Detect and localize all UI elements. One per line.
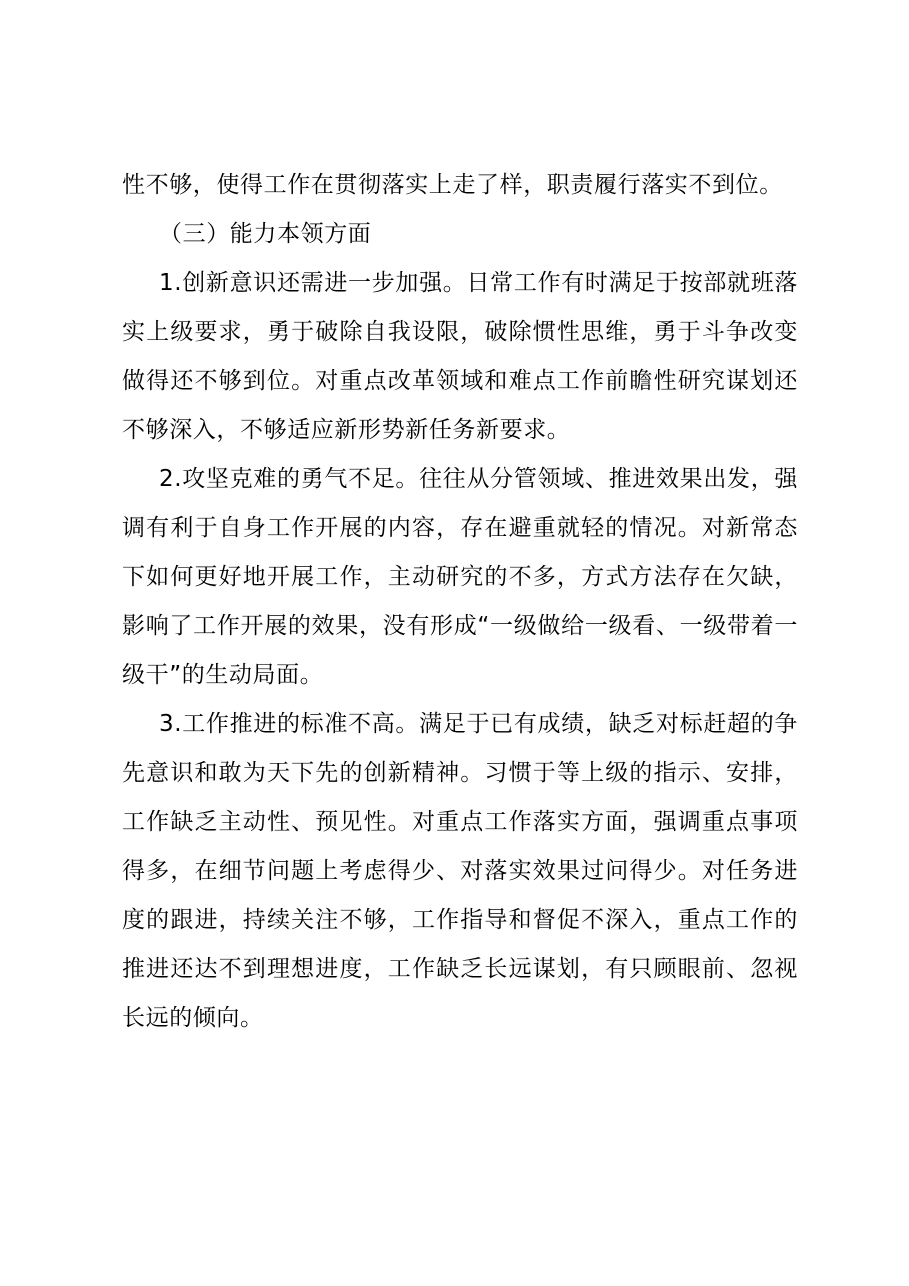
document-body [122, 161, 798, 1043]
paragraph-1: 1.创新意识还需进一步加强。日常工作有时满足于按部就班落实上级要求，勇于破除自我设限，破除惯性思维，勇于斗争改变做得还不够到位。对重点改革领域和难点工作前瞻性研究谋划还不够深入，不够适应新形势新任务新要求。 [122, 270, 798, 443]
section-heading: （三）能力本领方面 [159, 221, 372, 247]
continuation-paragraph: 性不够，使得工作在贯彻落实上走了样，职责履行落实不到位。 [122, 172, 783, 198]
paragraph-3: 3.工作推进的标准不高。满足于已有成绩，缺乏对标赶超的争先意识和敢为天下先的创新精神。习惯于等上级的指示、安排，工作缺乏主动性、预见性。对重点工作落实方面，强调重点事项得多，在细节问题上考虑得少、对落实效果过问得少。对任务进度的跟进，持续关注不够，工作指导和督促不深入，重点工作的推进还达不到理想进度，工作缺乏长远谋划，有只顾眼前、忽视长远的倾向。 [122, 711, 798, 1031]
paragraph-2: 2.攻坚克难的勇气不足。往往从分管领域、推进效果出发，强调有利于自身工作开展的内容，存在避重就轻的情况。对新常态下如何更好地开展工作，主动研究的不多，方式方法存在欠缺，影响了工作开展的效果，没有形成“一级做给一级看、一级带着一级干”的生动局面。 [122, 466, 798, 688]
